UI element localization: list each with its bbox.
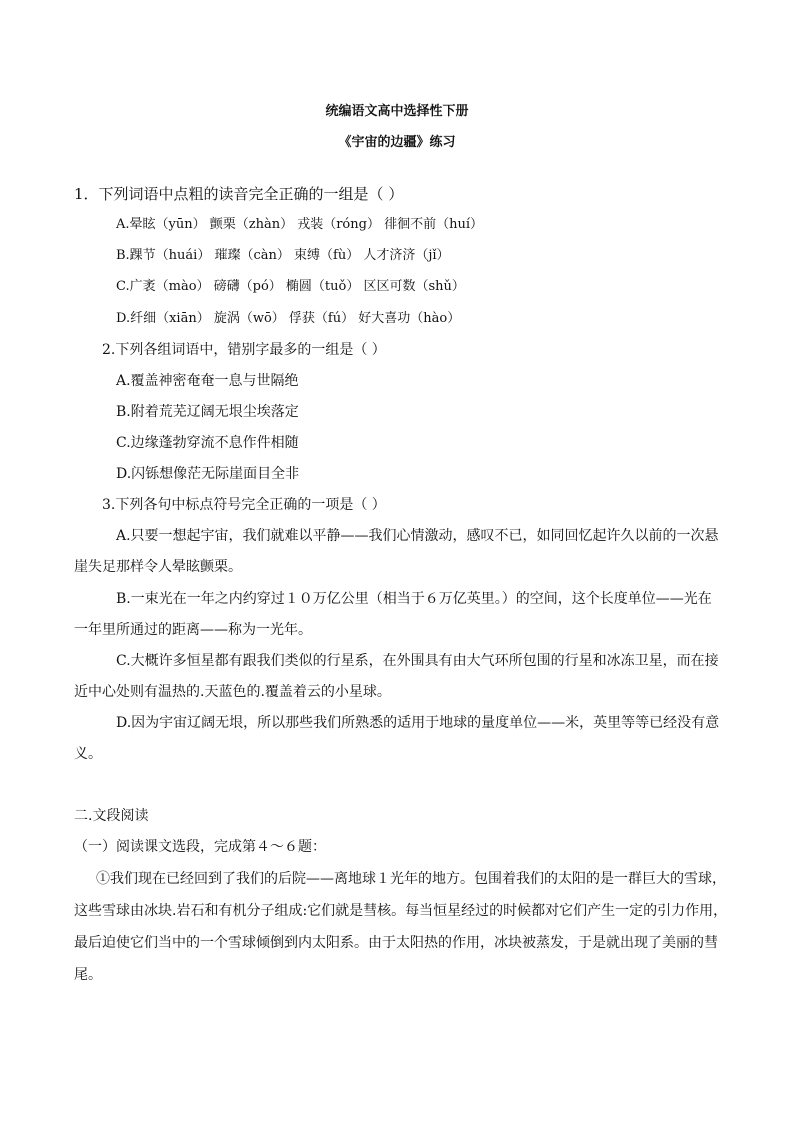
- passage-line-3: 最后迫使它们当中的一个雪球倾倒到内太阳系。由于太阳热的作用，冰块被蒸发，于是就出现了美丽的彗: [74, 935, 718, 951]
- question-3-option-d-line1: D.因为宇宙辽阔无垠，所以那些我们所熟悉的适用于地球的量度单位——米，英里等等已经没有意: [116, 715, 720, 731]
- section-2-subheading: （一）阅读课文选段，完成第４～６题：: [74, 839, 326, 855]
- passage-line-1: ①我们现在已经回到了我们的后院——离地球１光年的地方。包围着我们的太阳的是一群巨大的雪球，: [96, 871, 726, 887]
- question-3-option-b-line2: 一年里所通过的距离——称为一光年。: [74, 622, 312, 638]
- question-3-option-a-line2: 崖失足那样令人晕眩颤栗。: [74, 559, 242, 575]
- question-1-option-c: C.广袤（mào） 磅礴（pó） 椭圆（tuǒ） 区区可数（shǔ）: [116, 279, 465, 294]
- question-2-option-a: A.覆盖神密奄奄一息与世隔绝: [116, 373, 299, 389]
- question-3-option-d-line2: 义。: [74, 746, 102, 762]
- document-title: 统编语文高中选择性下册: [325, 104, 469, 119]
- document-subtitle: 《宇宙的边疆》练习: [338, 135, 456, 150]
- question-2-option-c: C.边缘蓬勃穿流不息作件相随: [116, 435, 299, 451]
- question-1-option-b: B.踝节（huái） 璀璨（càn） 束缚（fù） 人才济济（jǐ）: [116, 248, 450, 263]
- question-1-stem: 1．下列词语中点粗的读音完全正确的一组是（ ）: [74, 185, 404, 203]
- question-3-stem: 3.下列各句中标点符号完全正确的一项是（ ）: [102, 497, 386, 513]
- question-2-option-b: B.附着荒芜辽阔无垠尘埃落定: [116, 404, 299, 420]
- question-1-option-d: D.纤细（xiān） 旋涡（wō） 俘获（fú） 好大喜功（hào）: [116, 311, 461, 326]
- question-3-option-b-line1: B.一束光在一年之内约穿过１０万亿公里（相当于６万亿英里。）的空间，这个长度单位——光在: [116, 591, 712, 607]
- passage-line-4: 尾。: [74, 967, 102, 983]
- passage-line-2: 这些雪球由冰块.岩石和有机分子组成:它们就是彗核。每当恒星经过的时候都对它们产生一定的引力作用，: [74, 903, 728, 919]
- question-3-option-c-line1: C.大概许多恒星都有跟我们类似的行星系，在外围具有由大气环所包围的行星和冰冻卫星，而在接: [116, 653, 719, 669]
- question-2-stem: 2.下列各组词语中，错别字最多的一组是（ ）: [102, 342, 386, 358]
- question-3-option-a-line1: A.只要一想起宇宙，我们就难以平静——我们心情激动，感叹不已，如同回忆起许久以前的一次悬: [116, 528, 719, 544]
- question-1-option-a: A.晕眩（yūn） 颤栗（zhàn） 戎装（róng） 徘徊不前（huí）: [116, 217, 483, 232]
- question-2-option-d: D.闪铄想像茫无际崖面目全非: [116, 466, 300, 482]
- section-2-heading: 二.文段阅读: [74, 808, 149, 824]
- question-3-option-c-line2: 近中心处则有温热的.天蓝色的.覆盖着云的小星球。: [74, 684, 391, 700]
